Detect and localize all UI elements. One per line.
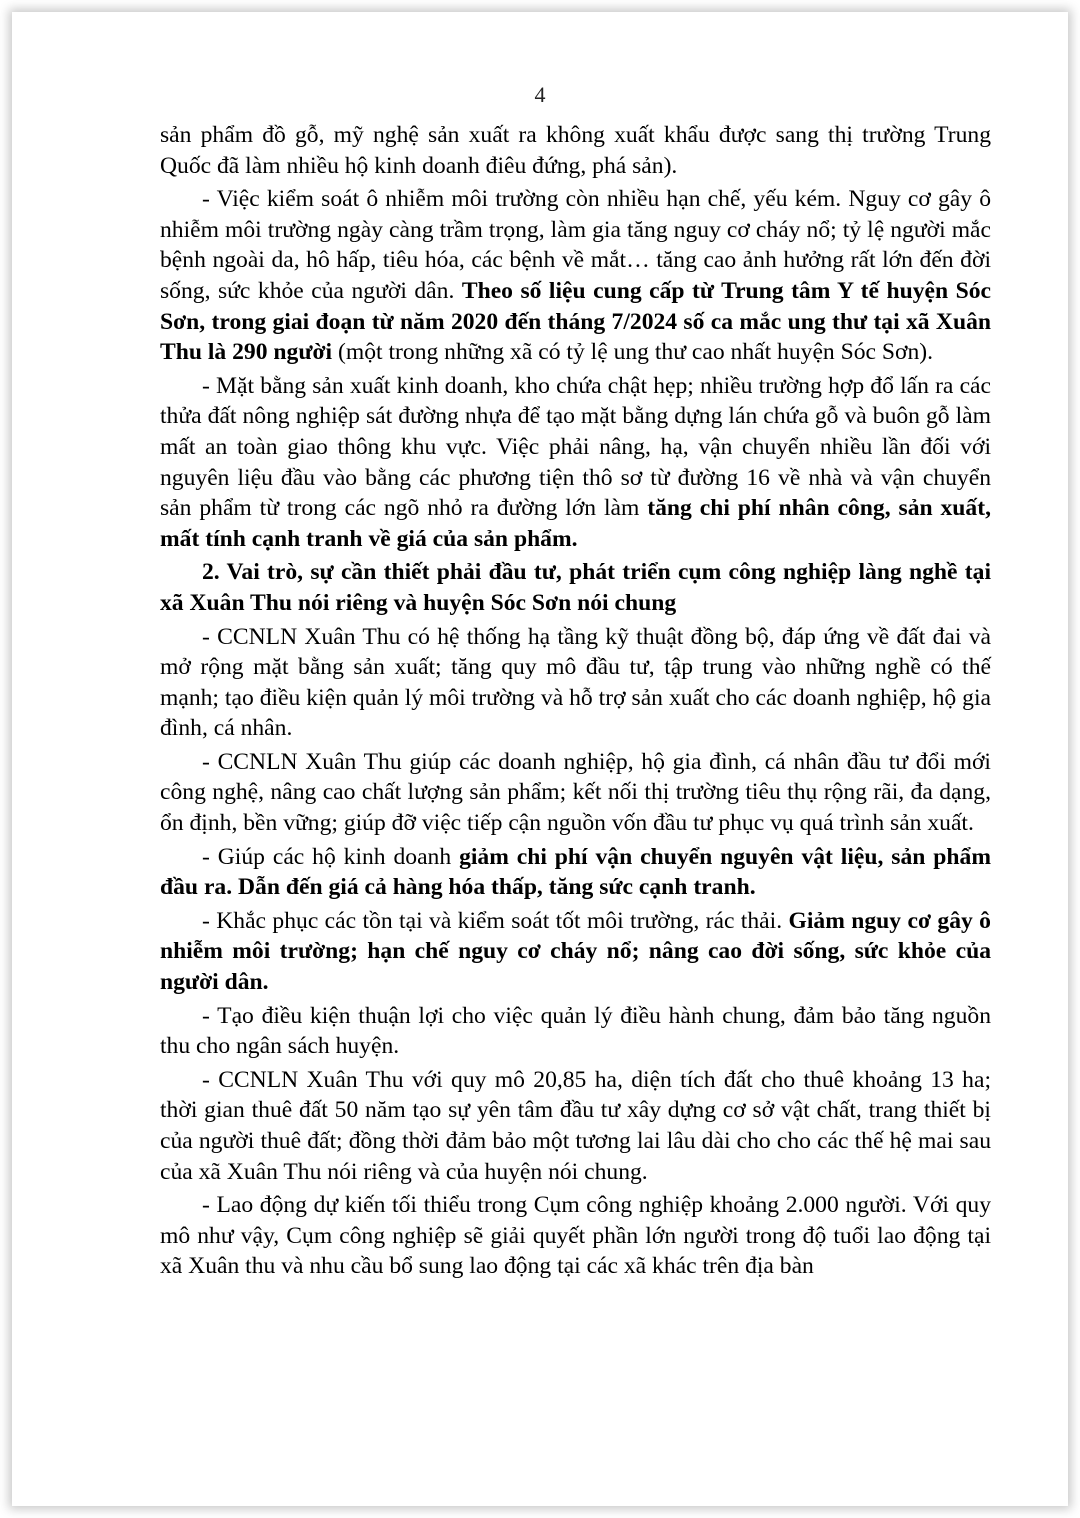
text-segment: - Khắc phục các tồn tại và kiểm soát tốt môi trường, rác thải. bbox=[202, 907, 789, 934]
text-segment: - Tạo điều kiện thuận lợi cho việc quản lý điều hành chung, đảm bảo tăng nguồn thu cho ngân sách huyện. bbox=[160, 1002, 991, 1060]
paragraph bbox=[160, 622, 991, 744]
bold-text: giảm chi phí vận chuyển nguyên vật liệu, sản phẩm đầu ra. Dẫn đến giá cả hàng hóa thấp, tăng sức cạnh tranh. bbox=[160, 843, 991, 901]
bold-text: Theo số liệu cung cấp từ Trung tâm Y tế huyện Sóc Sơn, trong giai đoạn từ năm 2020 đến tháng 7/2024 số ca mắc ung thư tại xã Xuân Thu là 290 người bbox=[160, 277, 991, 366]
bold-text: tăng chi phí nhân công, sản xuất, mất tính cạnh tranh về giá của sản phẩm. bbox=[160, 495, 991, 552]
text-segment: sản phẩm đồ gỗ, mỹ nghệ sản xuất ra không xuất khẩu được sang thị trường Trung Quốc đã làm nhiều hộ kinh doanh điêu đứng, phá sản). bbox=[160, 122, 991, 179]
text-segment: - CCNLN Xuân Thu với quy mô 20,85 ha, diện tích đất cho thuê khoảng 13 ha; thời gian thuê đất 50 năm tạo sự yên tâm đầu tư xây dựng cơ sở vật chất, trang thiết bị của người thuê đất; đồng thời đảm bảo một tương lai lâu dài cho cho các thế hệ mai sau của xã Xuân Thu nói riêng và của huyện nói chung. bbox=[160, 1066, 991, 1185]
document-body bbox=[160, 120, 991, 1285]
paragraph bbox=[160, 1190, 991, 1282]
paragraph bbox=[160, 1065, 991, 1187]
section-heading bbox=[160, 557, 991, 618]
bold-text: Giảm nguy cơ gây ô nhiễm môi trường; hạn chế nguy cơ cháy nổ; nâng cao đời sống, sức khỏe của người dân. bbox=[160, 907, 991, 996]
page-number: 4 bbox=[534, 82, 546, 107]
text-segment: - Mặt bằng sản xuất kinh doanh, kho chứa chật hẹp; nhiều trường hợp đổ lấn ra các thửa đất nông nghiệp sát đường nhựa để tạo mặt bằng dựng lán chứa gỗ và buôn gỗ làm mất an toàn giao thông khu vực. Việc phải nâng, hạ, vận chuyển nhiều lần đối với nguyên liệu đầu vào bằng các phương tiện thô sơ từ đường 16 về nhà và vận chuyển sản phẩm từ trong các ngõ nhỏ ra đường lớn làm bbox=[160, 372, 991, 522]
paragraph bbox=[160, 184, 991, 368]
text-segment: - Giúp các hộ kinh doanh bbox=[202, 843, 460, 870]
text-segment: - CCNLN Xuân Thu có hệ thống hạ tầng kỹ thuật đồng bộ, đáp ứng về đất đai và mở rộng mặt bằng sản xuất; tăng quy mô đầu tư, tập trung vào những nghề có thế mạnh; tạo điều kiện quản lý môi trường và hỗ trợ sản xuất cho các doanh nghiệp, hộ gia đình, cá nhân. bbox=[160, 623, 991, 742]
paragraph bbox=[160, 120, 991, 181]
document-page bbox=[12, 12, 1068, 1506]
text-segment: - Lao động dự kiến tối thiểu trong Cụm công nghiệp khoảng 2.000 người. Với quy mô như vậy, Cụm công nghiệp sẽ giải quyết phần lớn người trong độ tuổi lao động tại xã Xuân thu và nhu cầu bổ sung lao động tại các xã khác trên địa bàn bbox=[160, 1192, 991, 1280]
text-segment: (một trong những xã có tỷ lệ ung thư cao nhất huyện Sóc Sơn). bbox=[332, 339, 934, 366]
text-segment: - Việc kiểm soát ô nhiễm môi trường còn nhiều hạn chế, yếu kém. Nguy cơ gây ô nhiễm môi trường ngày càng trầm trọng, làm gia tăng nguy cơ cháy nổ; tỷ lệ người mắc bệnh ngoài da, hô hấp, tiêu hóa, các bệnh về mắt… tăng cao ảnh hưởng rất lớn đến đời sống, sức khỏe của người dân. bbox=[160, 186, 991, 304]
bold-text: 2. Vai trò, sự cần thiết phải đầu tư, phát triển cụm công nghiệp làng nghề tại xã Xuân Thu nói riêng và huyện Sóc Sơn nói chung bbox=[160, 559, 991, 616]
text-segment: - CCNLN Xuân Thu giúp các doanh nghiệp, hộ gia đình, cá nhân đầu tư đổi mới công nghệ, nâng cao chất lượng sản phẩm; kết nối thị trường tiêu thụ rộng rãi, đa dạng, ổn định, bền vững; giúp đỡ việc tiếp cận nguồn vốn đầu tư phục vụ quá trình sản xuất. bbox=[160, 748, 991, 837]
paragraph bbox=[160, 1001, 991, 1062]
paragraph bbox=[160, 371, 991, 555]
paragraph bbox=[160, 747, 991, 839]
paragraph bbox=[160, 842, 991, 903]
paragraph bbox=[160, 906, 991, 998]
